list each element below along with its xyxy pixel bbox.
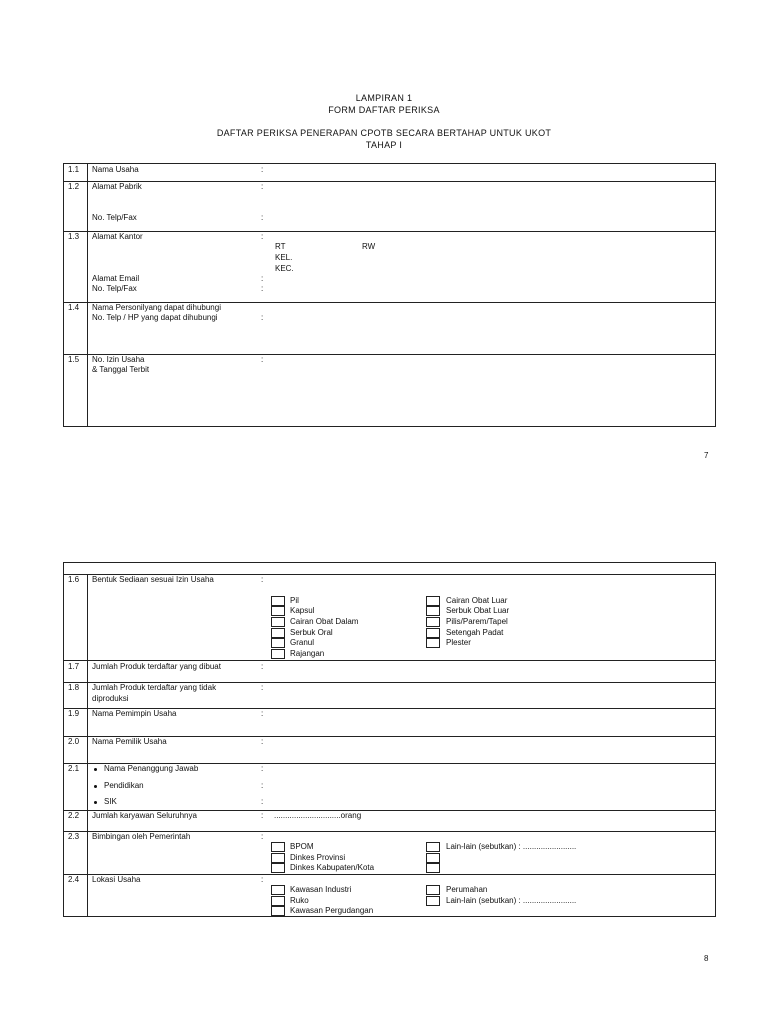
option-label: Pil: [290, 596, 299, 605]
option-label: Dinkes Kabupaten/Kota: [290, 863, 375, 872]
row-2-4: [64, 874, 715, 917]
field-label: No. Izin Usaha: [92, 355, 145, 364]
field-label: Alamat Kantor: [92, 232, 143, 241]
appendix-label: LAMPIRAN 1: [355, 93, 413, 103]
other-location-field[interactable]: Lain-lain (sebutkan) : ........................: [446, 896, 577, 905]
colon: :: [261, 213, 264, 222]
option-label: Kawasan Pergudangan: [290, 906, 374, 915]
row-number: 2.2: [68, 811, 80, 820]
row-number: 1.2: [68, 182, 80, 191]
field-label: Nama Personilyang dapat dihubungi: [92, 303, 221, 312]
colon: :: [261, 811, 264, 820]
field-label: Nama Penanggung Jawab: [104, 764, 199, 773]
row-number: 1.6: [68, 575, 80, 584]
page-number: 7: [704, 451, 709, 460]
field-label: Lokasi Usaha: [92, 875, 141, 884]
option-label: Setengah Padat: [446, 628, 504, 637]
row-number: 2.0: [68, 737, 80, 746]
colon: :: [261, 662, 264, 671]
rw-label: RW: [362, 242, 376, 251]
checkbox-other-guidance[interactable]: [426, 842, 440, 852]
field-label: Jumlah karyawan Seluruhnya: [92, 811, 197, 820]
row-number: 2.1: [68, 764, 80, 773]
option-label: Pilis/Parem/Tapel: [446, 617, 508, 626]
field-label: No. Telp/Fax: [92, 284, 137, 293]
field-label: Jumlah Produk terdaftar yang tidak: [92, 683, 217, 692]
checkbox-bpom[interactable]: [271, 842, 285, 852]
option-label: Plester: [446, 638, 471, 647]
checkbox-pil[interactable]: [271, 596, 285, 606]
row-1-1: [64, 164, 715, 181]
row-number: 2.3: [68, 832, 80, 841]
row-2-0: [64, 736, 715, 763]
checkbox-dinkes-provinsi[interactable]: [271, 853, 285, 863]
option-label: Ruko: [290, 896, 309, 905]
colon: :: [261, 355, 264, 364]
field-label: Bimbingan oleh Pemerintah: [92, 832, 191, 841]
kelurahan-label: KEL.: [275, 253, 293, 262]
table-header-strip: [64, 563, 715, 574]
colon: :: [261, 575, 264, 584]
checkbox-setengah-padat[interactable]: [426, 628, 440, 638]
colon: :: [261, 165, 264, 174]
row-number: 1.7: [68, 662, 80, 671]
option-label: Cairan Obat Luar: [446, 596, 508, 605]
field-label: Alamat Pabrik: [92, 182, 142, 191]
option-label: Serbuk Oral: [290, 628, 333, 637]
colon: :: [261, 832, 264, 841]
field-label: Nama Usaha: [92, 165, 139, 174]
row-number: 1.9: [68, 709, 80, 718]
option-label: Kawasan Industri: [290, 885, 352, 894]
row-number: 1.4: [68, 303, 80, 312]
row-1-9: [64, 708, 715, 736]
checkbox-other-location[interactable]: [426, 896, 440, 906]
row-2-2: [64, 810, 715, 831]
option-label: Serbuk Obat Luar: [446, 606, 510, 615]
row-number: 1.5: [68, 355, 80, 364]
field-label: Nama Pemimpin Usaha: [92, 709, 177, 718]
checkbox-kapsul[interactable]: [271, 606, 285, 616]
field-label: No. Telp / HP yang dapat dihubungi: [92, 313, 218, 322]
row-1-4: [64, 302, 715, 354]
row-1-2: [64, 181, 715, 231]
rt-label: RT: [275, 242, 286, 251]
kecamatan-label: KEC.: [275, 264, 294, 273]
checkbox-rajangan[interactable]: [271, 649, 285, 659]
row-1-3: [64, 231, 715, 302]
row-1-8: [64, 682, 715, 708]
option-label: Kapsul: [290, 606, 315, 615]
checklist-title: DAFTAR PERIKSA PENERAPAN CPOTB SECARA BERTAHAP UNTUK UKOT: [216, 128, 552, 138]
field-label: No. Telp/Fax: [92, 213, 137, 222]
colon: :: [261, 875, 264, 884]
bullet-icon: [94, 801, 97, 804]
colon: :: [261, 737, 264, 746]
checkbox-ruko[interactable]: [271, 896, 285, 906]
checkbox-dinkes-kabupaten[interactable]: [271, 863, 285, 873]
bullet-icon: [94, 768, 97, 771]
field-label: SIK: [104, 797, 117, 806]
checkbox-granul[interactable]: [271, 638, 285, 648]
colon: :: [261, 764, 264, 773]
option-label: BPOM: [290, 842, 314, 851]
row-2-3: [64, 831, 715, 874]
row-1-5: [64, 354, 715, 427]
row-2-1: [64, 763, 715, 810]
row-number: 1.3: [68, 232, 80, 241]
checkbox-perumahan[interactable]: [426, 885, 440, 895]
other-guidance-field[interactable]: Lain-lain (sebutkan) : ........................: [446, 842, 577, 851]
checkbox-kawasan-industri[interactable]: [271, 885, 285, 895]
checkbox-serbuk-obat-luar[interactable]: [426, 606, 440, 616]
field-label: Pendidikan: [104, 781, 144, 790]
colon: :: [261, 232, 264, 241]
field-label: Nama Pemilik Usaha: [92, 737, 167, 746]
checkbox-cairan-obat-luar[interactable]: [426, 596, 440, 606]
option-label: Rajangan: [290, 649, 325, 658]
option-label: Cairan Obat Dalam: [290, 617, 359, 626]
identity-table-part2: [63, 562, 716, 917]
colon: :: [261, 313, 264, 322]
row-number: 1.8: [68, 683, 80, 692]
option-label: Dinkes Provinsi: [290, 853, 346, 862]
colon: :: [261, 781, 264, 790]
stage-title: TAHAP I: [365, 140, 403, 150]
field-label: Bentuk Sediaan sesuai Izin Usaha: [92, 575, 214, 584]
option-label: Perumahan: [446, 885, 488, 894]
colon: :: [261, 182, 264, 191]
checkbox-serbuk-oral[interactable]: [271, 628, 285, 638]
field-label: & Tanggal Terbit: [92, 365, 150, 374]
checkbox-plester[interactable]: [426, 638, 440, 648]
colon: :: [261, 274, 264, 283]
checkbox-blank[interactable]: [426, 853, 440, 863]
colon: :: [261, 797, 264, 806]
checkbox-blank[interactable]: [426, 863, 440, 873]
colon: :: [261, 709, 264, 718]
row-number: 1.1: [68, 165, 80, 174]
form-title: FORM DAFTAR PERIKSA: [328, 105, 440, 115]
row-1-7: [64, 660, 715, 682]
checkbox-cairan-obat-dalam[interactable]: [271, 617, 285, 627]
field-label: Alamat Email: [92, 274, 140, 283]
checkbox-pilis-parem-tapel[interactable]: [426, 617, 440, 627]
checkbox-kawasan-pergudangan[interactable]: [271, 906, 285, 916]
page-number: 8: [704, 954, 709, 963]
option-label: Granul: [290, 638, 315, 647]
identity-table-part1: [63, 163, 716, 427]
colon: :: [261, 683, 264, 692]
colon: :: [261, 284, 264, 293]
row-number: 2.4: [68, 875, 80, 884]
bullet-icon: [94, 785, 97, 788]
field-label: diproduksi: [92, 694, 129, 703]
employee-count-field[interactable]: ..............................orang: [274, 811, 362, 820]
field-label: Jumlah Produk terdaftar yang dibuat: [92, 662, 221, 671]
row-1-6: [64, 574, 715, 660]
